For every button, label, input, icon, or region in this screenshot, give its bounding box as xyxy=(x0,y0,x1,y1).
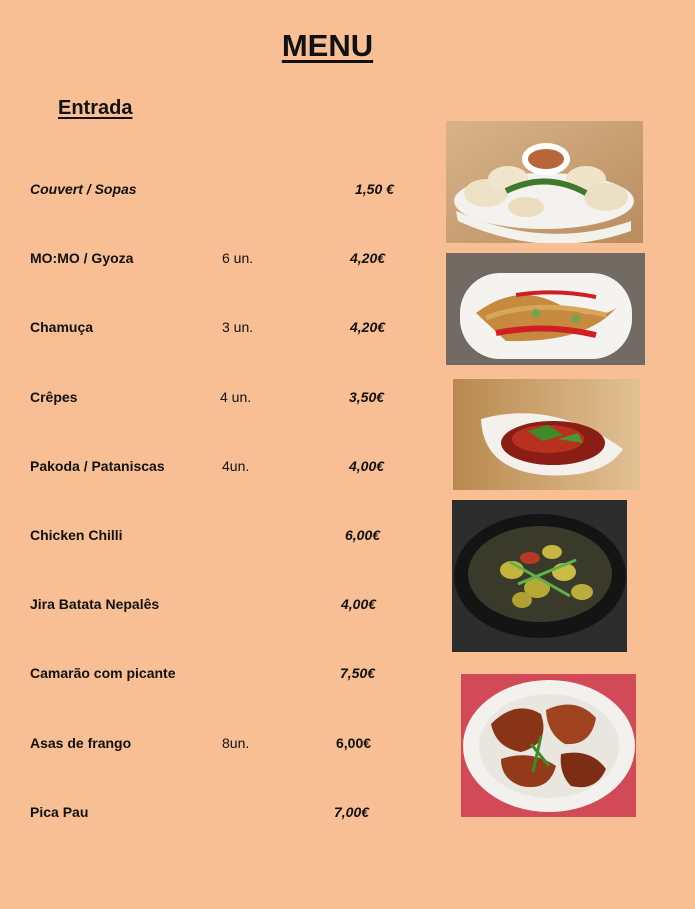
item-name: Jira Batata Nepalês xyxy=(30,596,160,612)
menu-item xyxy=(0,458,440,480)
momo-dumplings-photo xyxy=(446,121,643,243)
menu-item xyxy=(0,665,440,687)
item-name: Couvert / Sopas xyxy=(30,181,137,197)
item-price: 4,20€ xyxy=(350,319,386,335)
menu-item xyxy=(0,181,440,203)
menu-item xyxy=(0,596,440,618)
item-name: Pica Pau xyxy=(30,804,89,820)
item-price: 4,00€ xyxy=(341,596,377,612)
item-qty: 4 un. xyxy=(220,389,252,405)
item-price: 4,20€ xyxy=(350,250,386,266)
item-name: Chamuça xyxy=(30,319,94,335)
item-price: 4,00€ xyxy=(349,458,385,474)
menu-item xyxy=(0,319,440,341)
menu-item xyxy=(0,250,440,272)
item-qty: 3 un. xyxy=(222,319,254,335)
chicken-wings-photo xyxy=(461,674,636,817)
item-qty: 4un. xyxy=(222,458,250,474)
item-name: Asas de frango xyxy=(30,735,132,751)
item-price: 7,50€ xyxy=(340,665,376,681)
jira-batata-photo xyxy=(452,500,627,652)
item-qty: 8un. xyxy=(222,735,250,751)
section-heading: Entrada xyxy=(58,97,133,119)
item-price: 6,00€ xyxy=(336,735,372,751)
item-price: 3,50€ xyxy=(349,389,385,405)
menu-item xyxy=(0,804,440,826)
crepes-photo xyxy=(453,379,640,490)
item-name: MO:MO / Gyoza xyxy=(30,250,134,266)
item-qty: 6 un. xyxy=(222,250,254,266)
chamuca-photo xyxy=(446,253,645,365)
page-title: MENU xyxy=(281,28,374,63)
menu-item xyxy=(0,527,440,549)
item-price: 6,00€ xyxy=(345,527,381,543)
item-price: 7,00€ xyxy=(334,804,370,820)
item-name: Chicken Chilli xyxy=(30,527,123,543)
item-name: Crêpes xyxy=(30,389,78,405)
item-name: Camarão com picante xyxy=(30,665,176,681)
menu-item xyxy=(0,389,440,411)
item-price: 1,50 € xyxy=(355,181,394,197)
item-name: Pakoda / Pataniscas xyxy=(30,458,165,474)
menu-item xyxy=(0,735,440,757)
